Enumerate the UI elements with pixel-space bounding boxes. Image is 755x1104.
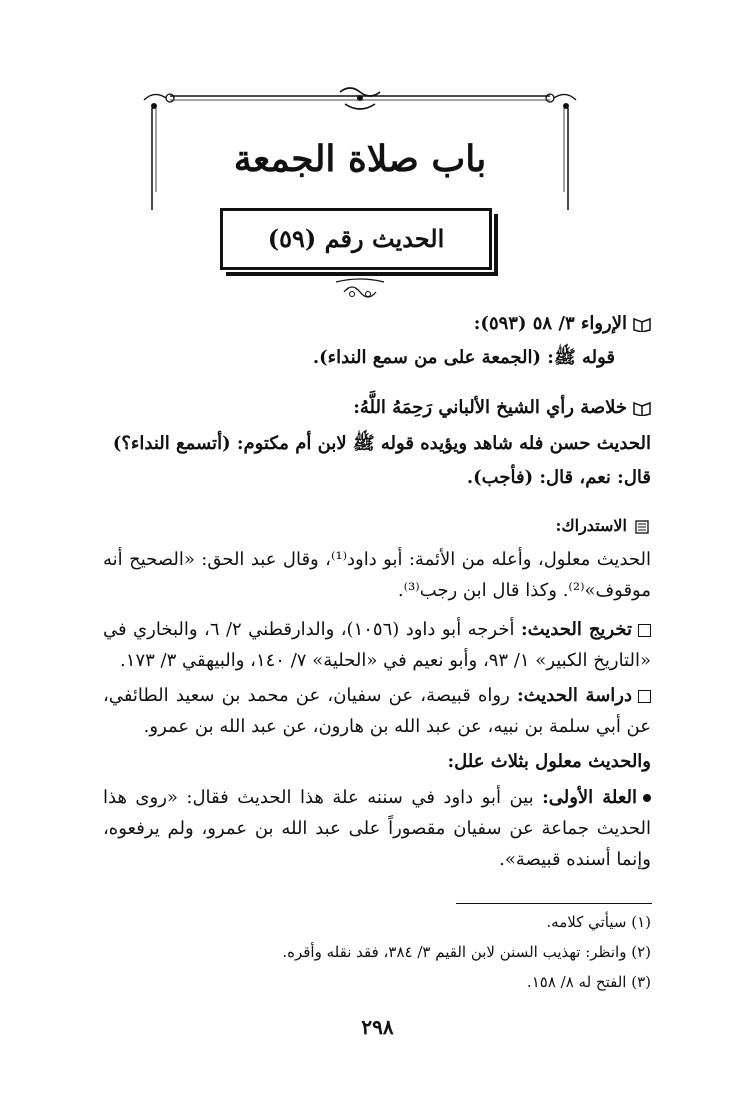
footnote-2: (٢) وانظر: تهذيب السنن لابن القيم ٣/ ٣٨٤، فقد نقله وأقره. <box>282 943 651 961</box>
takhrij-label: تخريج الحديث: <box>520 619 633 640</box>
illa1-paragraph <box>103 782 651 875</box>
takhrij-paragraph <box>103 614 651 676</box>
dirasa-text: رواه قبيصة، عن سفيان، عن محمد بن سعيد الطائفي، عن أبي سلمة بن نبيه، عن عبد الله بن هارون، عن عبد الله بن عمرو. <box>103 685 651 737</box>
square-bullet <box>638 624 651 637</box>
hadith-number: الحديث رقم (٥٩) <box>267 224 445 253</box>
khulasa-line-1: الحديث حسن فله شاهد ويؤيده قوله ﷺ لابن أم مكتوم: (أتسمع النداء؟) <box>112 433 651 454</box>
khulasa-label: خلاصة رأي الشيخ الألباني رَحِمَهُ اللَّهُ: <box>353 397 627 418</box>
scroll-icon <box>633 519 651 535</box>
divider-ornament <box>330 276 390 300</box>
footnote-separator <box>456 903 652 904</box>
istidrak-paragraph: الحديث معلول، وأعله من الأئمة: أبو داود⁽¹⁾، وقال عبد الحق: «الصحيح أنه موقوف»⁽²⁾. وكذا قال ابن رجب⁽³⁾. <box>103 549 651 601</box>
irwa-label: الإرواء ٣/ ٥٨ (٥٩٣): <box>473 313 627 334</box>
book-icon <box>633 400 651 416</box>
illa1-label: العلة الأولى: <box>542 787 637 808</box>
dirasa-label: دراسة الحديث: <box>516 685 632 706</box>
irwa-quote: قوله ﷺ: (الجمعة على من سمع النداء). <box>312 347 615 368</box>
dirasa-paragraph <box>103 680 651 742</box>
istidrak-heading <box>556 512 651 540</box>
illa1-text: بين أبو داود في سننه علة هذا الحديث فقال: «روى هذا الحديث جماعة عن سفيان مقصوراً على عبد الله بن عمرو، ولم يرفعوه، وإنما أسنده قبيصة». <box>103 787 651 870</box>
khulasa-line-2: قال: نعم، قال: (فأجب). <box>466 467 651 488</box>
takhrij-text: أخرجه أبو داود (١٠٥٦)، والدارقطني ٢/ ٦، والبخاري في «التاريخ الكبير» ١/ ٩٣، وأبو نعيم في «الحلية» ٧/ ١٤٠، والبيهقي ٣/ ١٧٣. <box>103 619 651 671</box>
istidrak-label: الاستدراك: <box>555 516 627 535</box>
book-icon <box>633 316 651 332</box>
ilal-heading: والحديث معلول بثلاث علل: <box>447 751 651 772</box>
footnote-3: (٣) الفتح له ٨/ ١٥٨. <box>526 973 651 991</box>
square-bullet <box>638 690 651 703</box>
irwa-heading <box>474 310 651 338</box>
khulasa-heading <box>353 394 651 422</box>
dot-bullet <box>643 794 651 802</box>
chapter-title: باب صلاة الجمعة <box>233 138 487 180</box>
page-number: ٢٩٨ <box>361 1015 394 1039</box>
footnote-1: (١) سيأتي كلامه. <box>546 913 651 931</box>
